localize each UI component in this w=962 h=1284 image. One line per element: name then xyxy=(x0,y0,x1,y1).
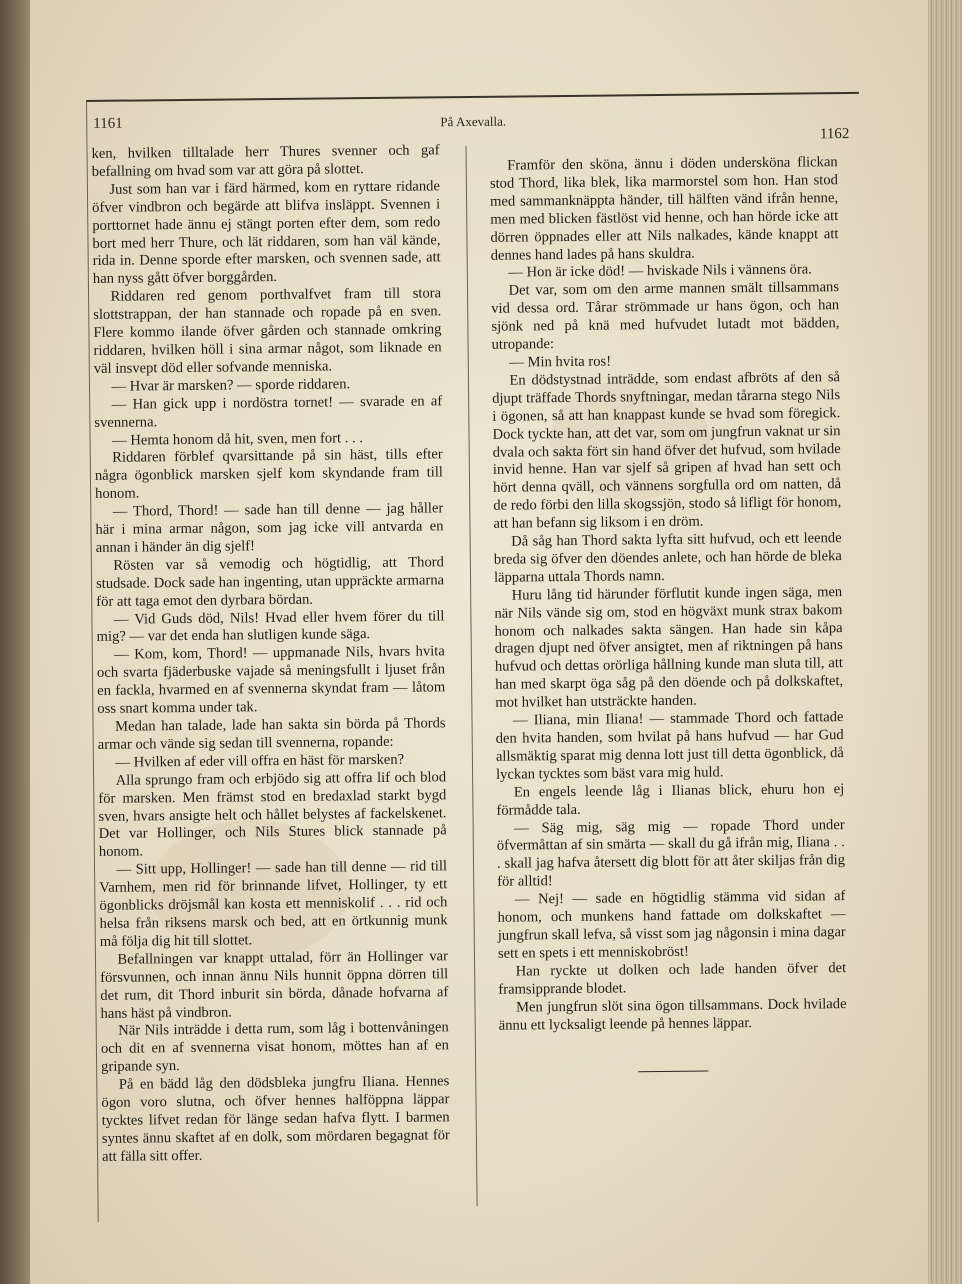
end-rule xyxy=(638,1071,708,1073)
paragraph: — Vid Guds död, Nils! Hvad eller hvem förer du till mig? — var det enda han slutligen kunde säga. xyxy=(96,607,445,646)
paragraph: Riddaren förblef qvarsittande på sin häst, tills efter några ögonblick marsken sjelf kom skyndande fram till honom. xyxy=(94,446,444,503)
left-column xyxy=(91,142,450,1166)
paragraph: — Sitt upp, Hollinger! — sade han till denne — rid till Varnhem, men rid för brinnande lifvet, Hollinger, ty ett ögonblicks dröjsmål kan kosta ett menniskolif . . . rid och helsa från riksens marsk och bed, att en örtkunnig munk må följa dig hit till slottet. xyxy=(99,858,448,950)
column-divider xyxy=(466,146,478,1206)
paragraph: Det var, som om den arme mannen smält tillsammans vid dessa ord. Tårar strömmade ur hans ögon, och han sjönk ned på knä med hufvudet lutadt mot bädden, utropande: xyxy=(491,279,840,353)
right-column xyxy=(490,154,848,1074)
page-number-left: 1161 xyxy=(93,115,123,132)
paragraph: Han ryckte ut dolken och lade handen öfver det framsipprande blodet. xyxy=(498,959,847,998)
paragraph: På en bädd låg den dödsbleka jungfru Iliana. Hennes ögon voro slutna, och öfver hennes halföppna läppar tycktes lifvet redan för länge sedan hafva flytt. I barmen syntes ännu skaftet af en dolk, som mördaren begagnat för att fälla sitt offer. xyxy=(101,1073,450,1165)
paragraph: Befallningen var knappt uttalad, förr än Hollinger var försvunnen, och innan ännu Nils hunnit öppna dörren till det rum, dit Thord inburit sin börda, dånade hofvarna af hans häst på vindbron. xyxy=(100,948,449,1022)
paragraph: En dödstystnad inträdde, som endast afbröts af den så djupt träffade Thords snyftningar, medan tårarna stego Nils i ögonen, så att han knappast kunde se hvad som föregick. Dock tyckte han, att det var, som om jungfrun vaknat ur sin dvala och sakta fört sin hand öfver det hufvud, som hvilade invid henne. Han var sjelf så gripen af hvad han sett och hört denna qväll, och vännens sorgfulla ord om natten, då de redo förbi den lilla skogssjön, stodo så lifligt för honom, att han befann sig liksom i en dröm. xyxy=(492,368,842,532)
paragraph: — Nej! — sade en högtidlig stämma vid sidan af honom, och munkens hand fattade om dolkskaftet — jungfrun skall lefva, så visst som jag någonsin i mina dagar sett en spets i ett menniskobröst! xyxy=(497,888,846,962)
paragraph: När Nils inträdde i detta rum, som låg i bottenvåningen och dit en af svennerna visat honom, möttes han af en gripande syn. xyxy=(100,1019,450,1076)
paragraph: — Han gick upp i nordöstra tornet! — svarade en af svennerna. xyxy=(94,392,443,431)
paragraph: Medan han talade, lade han sakta sin börda på Thords armar och vände sig sedan till svennerna, ropande: xyxy=(97,715,446,753)
paragraph: — Thord, Thord! — sade han till denne — jag håller här i mina armar någon, som jag icke vill antvarda en annan i händer än dig sjelf! xyxy=(95,500,444,556)
paragraph: — Hon är icke död! — hviskade Nils i vännens öra. xyxy=(508,261,812,282)
paragraph: Riddaren red genom porthvalfvet fram till stora slottstrappan, der han stannade och ropade på en sven. Flere kommo ilande öfver gården och stannade omkring riddaren, hvilken höll i sina armar något, som liknade en väl insvept död eller sofvande menniska. xyxy=(93,285,442,377)
running-title: På Axevalla. xyxy=(440,113,507,130)
paragraph: — Hemta honom då hit, sven, men fort . . . xyxy=(111,429,364,449)
paragraph: Framför den sköna, ännu i döden undersköna flickan stod Thord, lika blek, lika marmorstel som hon. Han stod med sammanknäppta händer, till hälften vänd ifrån henne, men med blicken fästlöst vid henne, och han hörde icke att dörren öppnades eller att Nils nalkades, kände knappt att dennes hand lades på hans skuldra. xyxy=(489,154,839,264)
paragraph: — Kom, kom, Thord! — uppmanade Nils, hvars hvita och svarta fjäderbuske vajade så meningsfullt i ljuset från en fackla, hvarmed en af svennerna skyndat fram — låtom oss snart komma under tak. xyxy=(96,643,446,718)
paragraph: Men jungfrun slöt sina ögon tillsammans. Dock hvilade ännu ett lycksaligt leende på hennes läppar. xyxy=(498,995,847,1034)
page-number-right: 1162 xyxy=(819,126,850,143)
paragraph: — Min hvita ros! xyxy=(509,353,612,371)
paragraph: Rösten var så vemodig och högtidlig, att Thord studsade. Dock sade han ingenting, utan uppräckte armarna för att taga emot den dyrbara bördan. xyxy=(95,554,445,610)
paragraph: — Hvar är marsken? — sporde riddaren. xyxy=(111,376,351,395)
paragraph: Huru lång tid härunder förflutit kunde ingen säga, men när Nils vände sig om, stod en högväxt munk strax bakom honom och nalkades sakta sängen. Han hade sin kåpa dragen djupt ned öfver ansigtet, men af riktningen på hans hufvud och dettas orörliga hållning kunde man sluta till, att han med skarpt öga såg på den döende och på dolkskaftet, mot hvilket han utsträckte handen. xyxy=(494,583,844,711)
paragraph: ken, hvilken tilltalade herr Thures svenner och gaf befallning om hvad som var att göra på slottet. xyxy=(91,142,440,180)
paragraph: Just som han var i färd härmed, kom en ryttare ridande öfver vindbron och begärde att blifva insläppt. Svennen i porttornet hade ännu ej stängt porten efter dem, som redo bort med herr Thure, och lät riddaren, som han väl kände, rida in. Denne sporde efter marsken, och svennen sade, att han nyss gått öfver borggården. xyxy=(92,178,441,288)
paragraph: Då såg han Thord sakta lyfta sitt hufvud, och ett leende breda sig öfver den döendes anlete, och han hörde de bleka läpparna uttala Thords namn. xyxy=(493,530,842,586)
page-frame xyxy=(86,92,871,1222)
book-page xyxy=(30,0,932,1284)
paragraph: — Iliana, min Iliana! — stammade Thord och fattade den hvita handen, som hvilat på hans hufvud — har Gud allsmäktig sparat mig denna lott just till detta ögonblick, då lyckan tycktes som bäst vara mig huld. xyxy=(495,709,844,783)
running-head xyxy=(87,108,859,143)
paragraph: — Säg mig, säg mig — ropade Thord under öfvermåttan af sin smärta — skall du gå ifrån mig, Iliana . . . skall jag hafva återsett dig blott för att åter skiljas från dig för alltid! xyxy=(496,816,846,890)
paragraph: En engels leende låg i Ilianas blick, ehuru hon ej förmådde tala. xyxy=(496,780,845,819)
paragraph: — Hvilken af eder vill offra en häst för marsken? xyxy=(115,751,405,771)
paragraph: Alla sprungo fram och erbjödo sig att offra lif och blod för marsken. Men främst stod en bredaxlad starkt bygd sven, hvars ansigte helt och hållet belystes af fackelskenet. Det var Hollinger, och Nils Stures blick stannade på honom. xyxy=(98,768,447,861)
page-edges xyxy=(928,0,962,1284)
